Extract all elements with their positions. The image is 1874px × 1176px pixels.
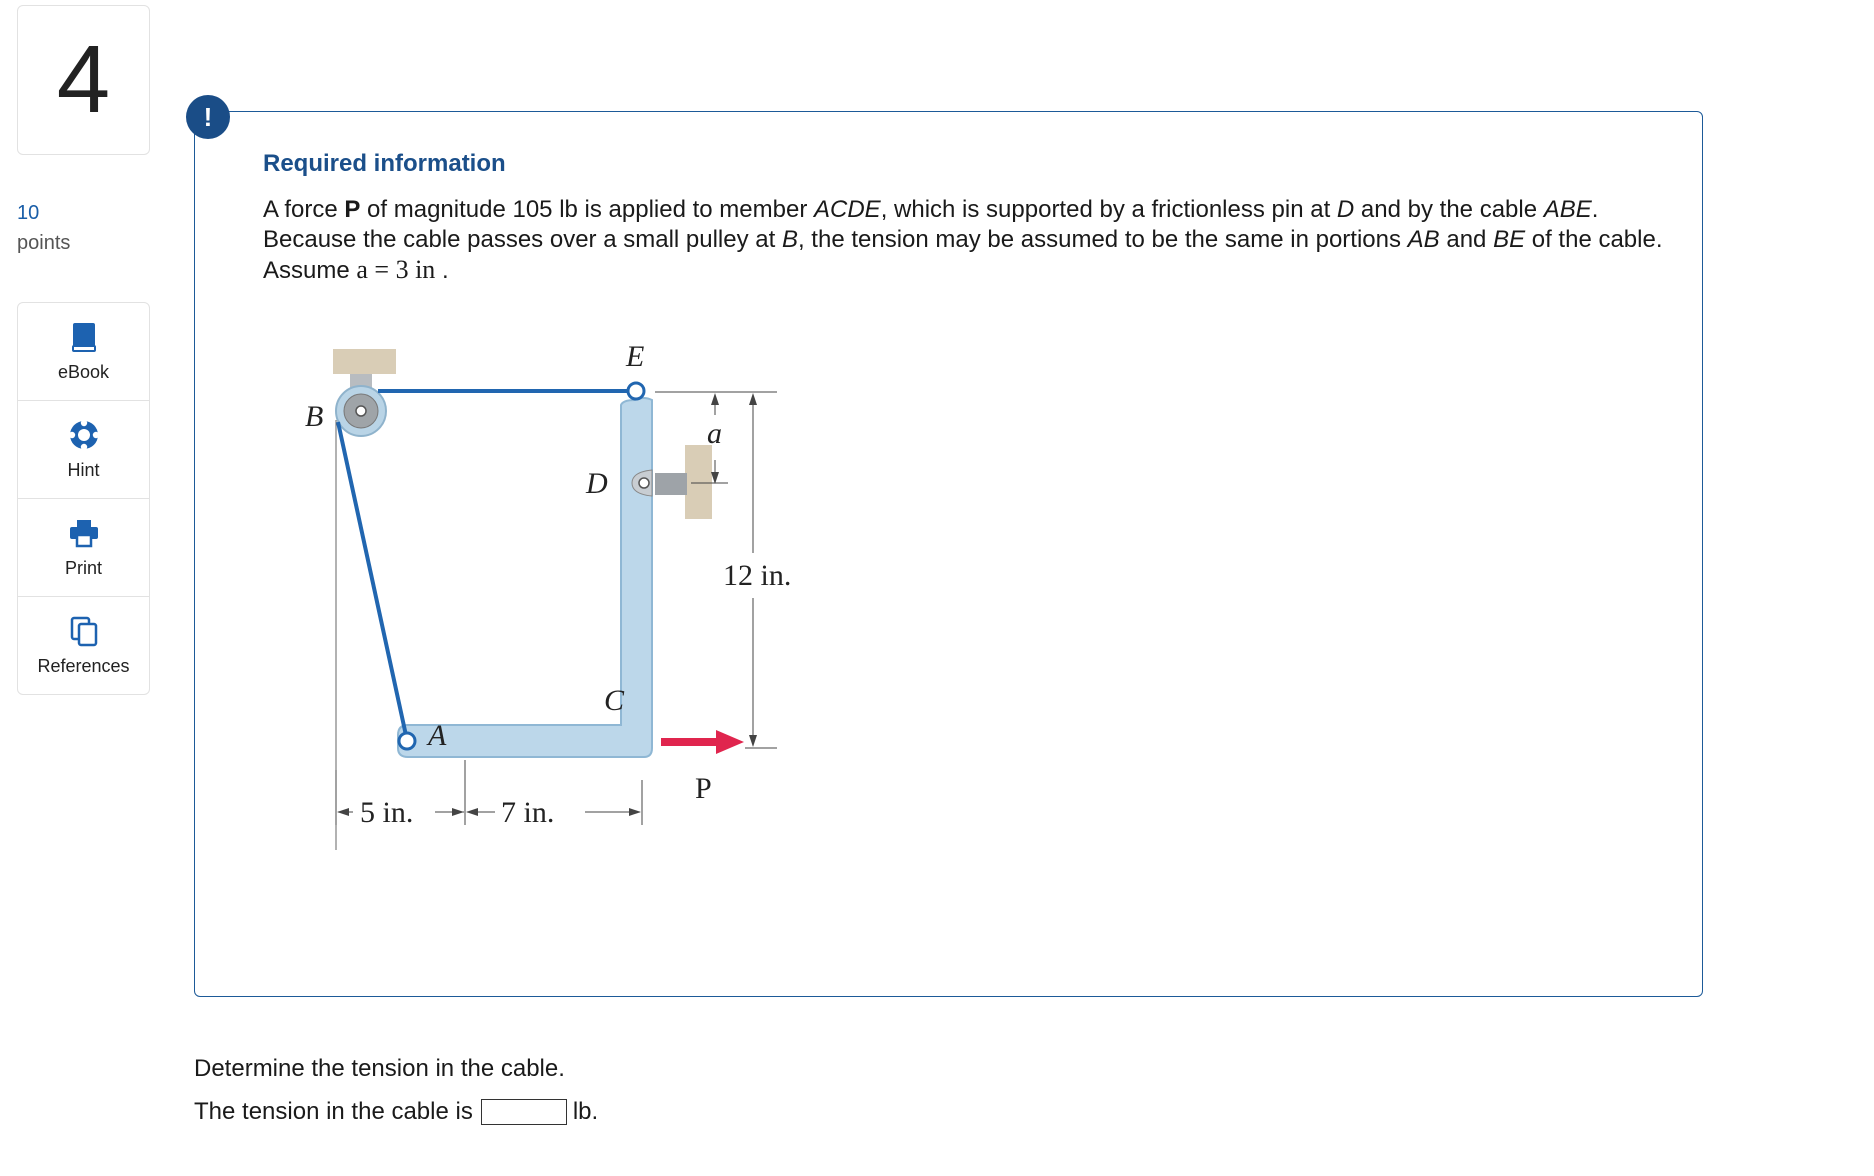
lifebuoy-icon: [67, 418, 101, 452]
ceiling-support: [333, 349, 396, 374]
label-b: B: [305, 400, 324, 433]
tool-panel: [17, 302, 150, 695]
hint-button[interactable]: [18, 401, 149, 499]
book-icon: [67, 320, 101, 354]
ebook-label: eBook: [57, 362, 110, 382]
question-text: Determine the tension in the cable.: [194, 1055, 565, 1082]
copy-icon: [67, 614, 101, 648]
ebook-button[interactable]: [18, 303, 149, 401]
tension-answer-input[interactable]: [481, 1099, 567, 1125]
hint-label: Hint: [67, 460, 100, 480]
mechanism-figure: [280, 330, 900, 890]
pin-e: [628, 383, 644, 399]
label-e: E: [626, 340, 645, 373]
points-value: 10: [17, 202, 40, 224]
points-label: points: [17, 232, 71, 254]
problem-statement: A force P of magnitude 105 lb is applied to member ACDE, which is supported by a frictionless pin at D and by the cable ABE. Because the cable passes over a small pulley at B, the tension may be assumed to be the same in portions AB and BE of the cable. Assume a = 3 in .: [263, 196, 1663, 284]
print-button[interactable]: [18, 499, 149, 597]
print-label: Print: [64, 558, 102, 578]
alert-icon: !: [186, 95, 230, 139]
dim-5-in: 5 in.: [360, 796, 414, 829]
label-p: P: [695, 772, 712, 805]
label-c: C: [604, 684, 625, 717]
printer-icon: [67, 516, 101, 550]
references-label: References: [37, 656, 130, 676]
dim-7-in: 7 in.: [501, 796, 555, 829]
label-a-dim: a: [707, 417, 722, 450]
answer-prefix: The tension in the cable is: [194, 1098, 473, 1125]
required-info-title: Required information: [263, 150, 506, 177]
answer-line: [194, 1098, 598, 1126]
dim-12-in: 12 in.: [723, 559, 792, 592]
label-a: A: [428, 719, 447, 752]
label-d: D: [586, 467, 608, 500]
pin-d: [639, 478, 649, 488]
pin-a: [399, 733, 415, 749]
points-block: [17, 198, 70, 258]
question-number: 4: [17, 5, 150, 155]
cable-ab: [338, 422, 407, 740]
references-button[interactable]: [18, 597, 149, 694]
answer-unit: lb.: [572, 1098, 599, 1125]
wall-support: [685, 445, 712, 519]
